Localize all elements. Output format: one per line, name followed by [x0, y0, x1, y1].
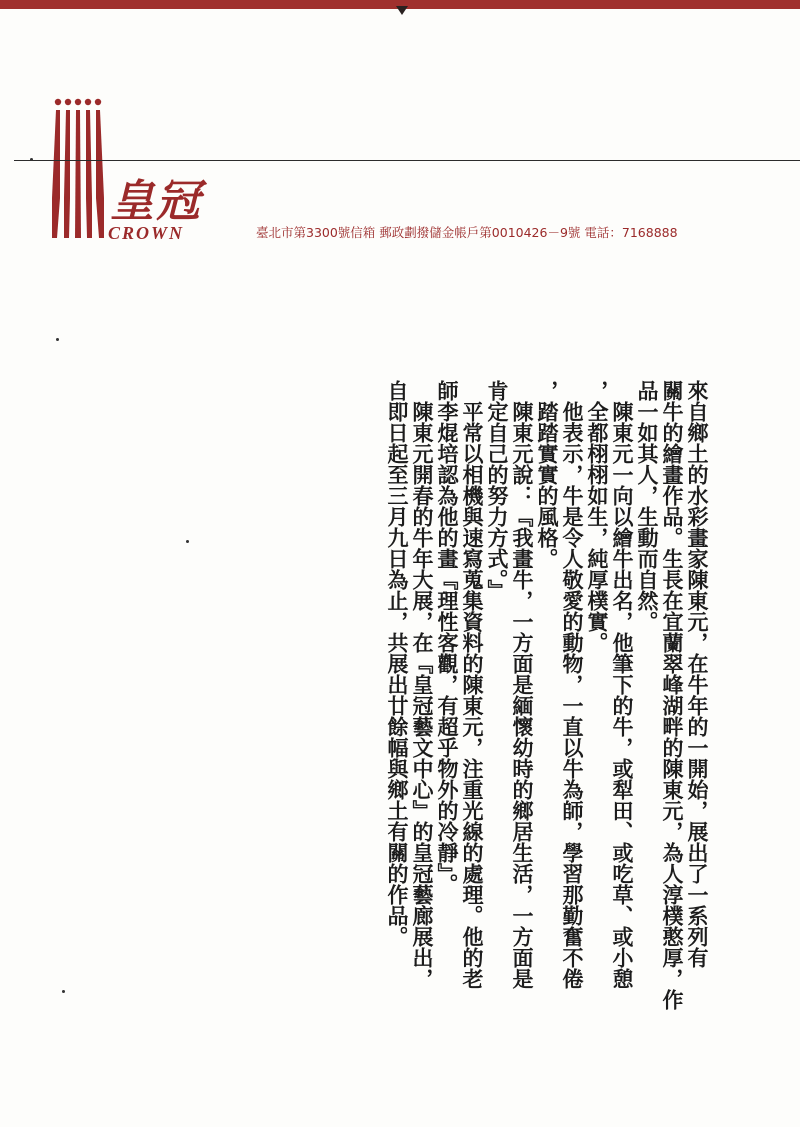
brand-english-name: CROWN — [108, 223, 185, 243]
article-line: 平常以相機與速寫蒐集資料的陳東元，注重光線的處理。他的老 — [460, 380, 485, 989]
article-line: 陳東元說：『我畫牛，一方面是緬懷幼時的鄉居生活，一方面是 — [510, 380, 535, 989]
article-line: 來自鄉土的水彩畫家陳東元，在牛年的一開始，展出了一系列有 — [685, 380, 710, 968]
brand-chinese-name: 皇冠 — [110, 176, 202, 227]
article-line: ，踏踏實實的風格。 — [535, 380, 560, 569]
article-line: 師李焜培認為他的畫『理性客觀，有超乎物外的冷靜』。 — [435, 380, 460, 895]
article-line: 肯定自己的努力方式。』 — [485, 380, 510, 601]
article-line: ，全都栩栩如生，純厚樸實。 — [585, 380, 610, 653]
article-line: 品一如其人，生動而自然。 — [635, 380, 660, 632]
scan-speck — [62, 990, 65, 993]
scan-speck — [186, 540, 189, 543]
article-line: 自即日起至三月九日為止，共展出廿餘幅與鄉土有關的作品。 — [385, 380, 410, 947]
article-line: 他表示，牛是令人敬愛的動物，一直以牛為師，學習那勤奮不倦 — [560, 380, 585, 989]
article-line: 陳東元一向以繪牛出名，他筆下的牛，或犁田、或吃草、或小憩 — [610, 380, 635, 989]
article-line: 陳東元開春的牛年大展，在『皇冠藝文中心』的皇冠藝廊展出， — [410, 380, 435, 989]
top-edge-notch — [396, 6, 408, 15]
crown-logo-icon — [52, 98, 104, 238]
header-rule — [14, 160, 800, 161]
scan-speck — [56, 338, 59, 341]
article-line: 關牛的繪畫作品。生長在宜蘭翠峰湖畔的陳東元，為人淳樸憨厚，作 — [660, 380, 685, 1010]
scan-speck — [30, 158, 33, 161]
letterhead-address: 臺北市第3300號信箱 郵政劃撥儲金帳戶第0010426－9號 電話：7168888 — [256, 225, 678, 240]
article-body — [306, 380, 710, 1010]
